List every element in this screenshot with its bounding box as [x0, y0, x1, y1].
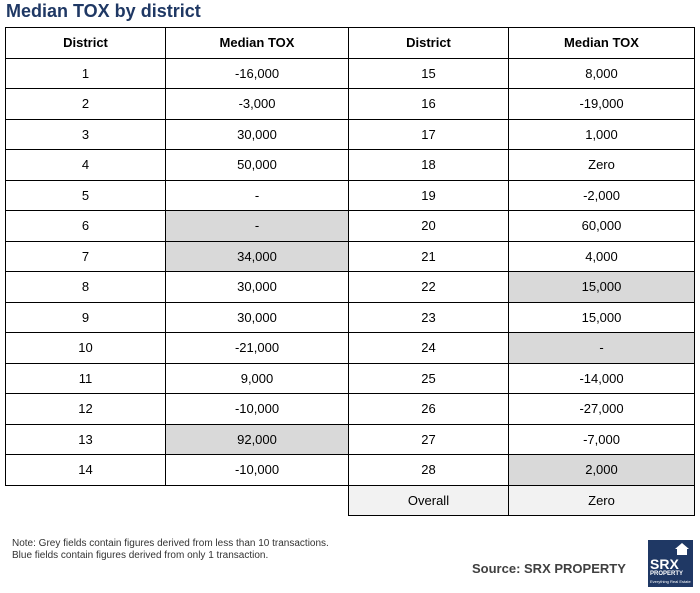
district-cell: 14 [6, 455, 166, 486]
median-tox-cell: Zero [509, 150, 695, 181]
table-row [6, 241, 349, 272]
median-tox-cell: -10,000 [166, 394, 349, 425]
house-icon [675, 543, 689, 555]
table-row [349, 241, 695, 272]
median-tox-cell: 15,000 [509, 302, 695, 333]
district-cell: 23 [349, 302, 509, 333]
district-cell: 22 [349, 272, 509, 303]
table-row [6, 302, 349, 333]
district-cell: 19 [349, 180, 509, 211]
table-row [6, 89, 349, 120]
district-cell: 10 [6, 333, 166, 364]
table-row [349, 394, 695, 425]
table-row [6, 58, 349, 89]
table-row [6, 180, 349, 211]
srx-property-logo [648, 540, 693, 587]
district-table-left [5, 27, 349, 486]
table-row [349, 58, 695, 89]
header-row [6, 28, 349, 59]
note-blue-fields: Blue fields contain figures derived from only 1 transaction. [12, 550, 269, 561]
district-cell: 3 [6, 119, 166, 150]
median-tox-cell: 8,000 [509, 58, 695, 89]
table-row [349, 272, 695, 303]
median-tox-cell: - [166, 180, 349, 211]
district-cell: 25 [349, 363, 509, 394]
median-tox-cell: 4,000 [509, 241, 695, 272]
district-cell: 18 [349, 150, 509, 181]
table-row [6, 424, 349, 455]
median-tox-cell: -19,000 [509, 89, 695, 120]
logo-brand: SRX [650, 556, 679, 572]
median-tox-cell: - [509, 333, 695, 364]
district-cell: 8 [6, 272, 166, 303]
logo-brand-sub: PROPERTY [650, 571, 684, 577]
table-row [349, 363, 695, 394]
district-cell: 1 [6, 58, 166, 89]
district-cell: 24 [349, 333, 509, 364]
page-title: Median TOX by district [6, 1, 201, 21]
table-row [349, 302, 695, 333]
table-row [349, 150, 695, 181]
table-row [349, 211, 695, 242]
district-cell: 28 [349, 455, 509, 486]
median-tox-cell: 92,000 [166, 424, 349, 455]
district-cell: 4 [6, 150, 166, 181]
median-tox-cell: -7,000 [509, 424, 695, 455]
district-cell: 20 [349, 211, 509, 242]
median-tox-header: Median TOX [166, 28, 349, 59]
table-row [349, 89, 695, 120]
table-row [6, 363, 349, 394]
median-tox-cell: 2,000 [509, 455, 695, 486]
median-tox-cell: -21,000 [166, 333, 349, 364]
median-tox-cell: 15,000 [509, 272, 695, 303]
median-tox-cell: -27,000 [509, 394, 695, 425]
median-tox-cell: 60,000 [509, 211, 695, 242]
header-row [349, 28, 695, 59]
district-cell: 6 [6, 211, 166, 242]
table-row [6, 455, 349, 486]
table-row [349, 333, 695, 364]
district-cell: 27 [349, 424, 509, 455]
district-header: District [6, 28, 166, 59]
median-tox-cell: -2,000 [509, 180, 695, 211]
median-tox-cell: -16,000 [166, 58, 349, 89]
district-cell: 9 [6, 302, 166, 333]
district-cell: 15 [349, 58, 509, 89]
district-header: District [349, 28, 509, 59]
median-tox-header: Median TOX [509, 28, 695, 59]
overall-value: Zero [509, 485, 695, 516]
median-tox-cell: 50,000 [166, 150, 349, 181]
table-row [349, 455, 695, 486]
median-tox-cell: 30,000 [166, 119, 349, 150]
median-tox-cell: 1,000 [509, 119, 695, 150]
median-tox-cell: 30,000 [166, 272, 349, 303]
district-cell: 16 [349, 89, 509, 120]
median-tox-cell: 30,000 [166, 302, 349, 333]
district-cell: 7 [6, 241, 166, 272]
table-row [6, 333, 349, 364]
district-cell: 13 [6, 424, 166, 455]
table-row [6, 394, 349, 425]
footnote [12, 538, 329, 562]
table-row [6, 150, 349, 181]
median-tox-cell: -14,000 [509, 363, 695, 394]
table-row [6, 119, 349, 150]
table-row [349, 180, 695, 211]
table-row [349, 424, 695, 455]
district-cell: 17 [349, 119, 509, 150]
median-tox-cell: 9,000 [166, 363, 349, 394]
district-cell: 21 [349, 241, 509, 272]
logo-tagline: Everything Real Estate [650, 579, 691, 584]
table-row [6, 272, 349, 303]
median-tox-cell: 34,000 [166, 241, 349, 272]
district-cell: 2 [6, 89, 166, 120]
overall-row [349, 485, 695, 516]
district-cell: 11 [6, 363, 166, 394]
source-credit: Source: SRX PROPERTY [472, 561, 626, 576]
table-row [349, 119, 695, 150]
median-tox-cell: -10,000 [166, 455, 349, 486]
district-table-right [348, 27, 695, 516]
median-tox-cell: - [166, 211, 349, 242]
overall-label: Overall [349, 485, 509, 516]
district-cell: 12 [6, 394, 166, 425]
median-tox-cell: -3,000 [166, 89, 349, 120]
note-grey-fields: Note: Grey fields contain figures derived from less than 10 transactions. [12, 538, 329, 549]
district-cell: 5 [6, 180, 166, 211]
district-cell: 26 [349, 394, 509, 425]
table-row [6, 211, 349, 242]
